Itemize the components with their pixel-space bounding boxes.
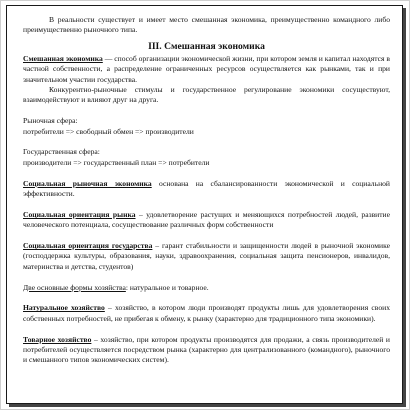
two-forms-label: Две основные формы хозяйства: [23, 282, 126, 292]
natural-economy-paragraph: [23, 303, 390, 324]
spacer: [23, 106, 390, 116]
spacer: [23, 137, 390, 147]
social-orientation-state-text: – гарант стабильности и защищенности людей в рыночной экономике (господдержка культуры, образования, науки, здравоохранения, социальная защита пенсионеров, инвалидов, материнства и детства, студентов): [23, 241, 390, 271]
spacer: [23, 168, 390, 178]
social-market-text: основана на сбалансированности экономической и социальной эффективности.: [23, 178, 390, 199]
social-market-paragraph: [23, 179, 390, 200]
social-orientation-state-paragraph: [23, 241, 390, 272]
stimuli-paragraph: Конкурентно-рыночные стимулы и государственное регулирование экономики сосуществуют, взаимодействуют и влияют друг на друга.: [23, 85, 390, 105]
commodity-economy-paragraph: [23, 335, 390, 366]
two-forms-text: : натуральное и товарное.: [125, 282, 209, 292]
natural-economy-term: Натуральное хозяйство: [23, 303, 105, 313]
intro-paragraph: В реальности существует и имеет место смешанная экономика, преимущественно командного либо преимущественно рыночного типа.: [23, 15, 390, 35]
natural-economy-text: – хозяйство, в котором люди производят продукты лишь для удовлетворения своих собственных потребностей, не прибегая к обмену, к рынку (характерно для традиционного типа экономики).: [23, 303, 390, 323]
section-title: III. Смешанная экономика: [148, 40, 265, 52]
commodity-economy-term: Товарное хозяйство: [23, 334, 92, 344]
spacer: [23, 272, 390, 282]
social-market-term: Социальная рыночная экономика: [23, 178, 152, 188]
social-orientation-state-term: Социальная ориентация государства: [23, 241, 153, 251]
spacer: [23, 293, 390, 303]
social-orientation-market-text: – удовлетворение растущих и меняющихся потребностей людей, развитие человеческого потенциала, сосуществование различных форм собственности: [23, 209, 390, 230]
document-page: [6, 5, 403, 404]
two-forms-paragraph: [23, 283, 390, 293]
social-orientation-market-paragraph: [23, 210, 390, 231]
definition-term: Смешанная экономика: [23, 53, 103, 63]
state-sphere-flow: производители => государственный план => потребители: [23, 157, 210, 167]
state-sphere-label: Государственная сфера:: [23, 147, 100, 157]
spacer: [23, 324, 390, 334]
spacer: [23, 199, 390, 209]
market-sphere-label: Рыночная сфера:: [23, 116, 78, 126]
market-sphere-flow: потребители => свободный обмен => производители: [23, 126, 194, 136]
definition-text: — способ организации экономической жизни, при котором земля и капитал находятся в частной собственности, а распределение ограниченных ресурсов осуществляется как рынками, так и при значительном участии государства.: [23, 53, 390, 84]
social-orientation-market-term: Социальная ориентация рынка: [23, 209, 136, 219]
spacer: [23, 231, 390, 241]
definition-paragraph: [23, 54, 390, 85]
commodity-economy-text: – хозяйство, при котором продукты производятся для продажи, а связь производителей и потребителей осуществляется посредством рынка (характерно для централизованного (командного), рыночного и смешанного типов экономических систем).: [23, 334, 390, 365]
